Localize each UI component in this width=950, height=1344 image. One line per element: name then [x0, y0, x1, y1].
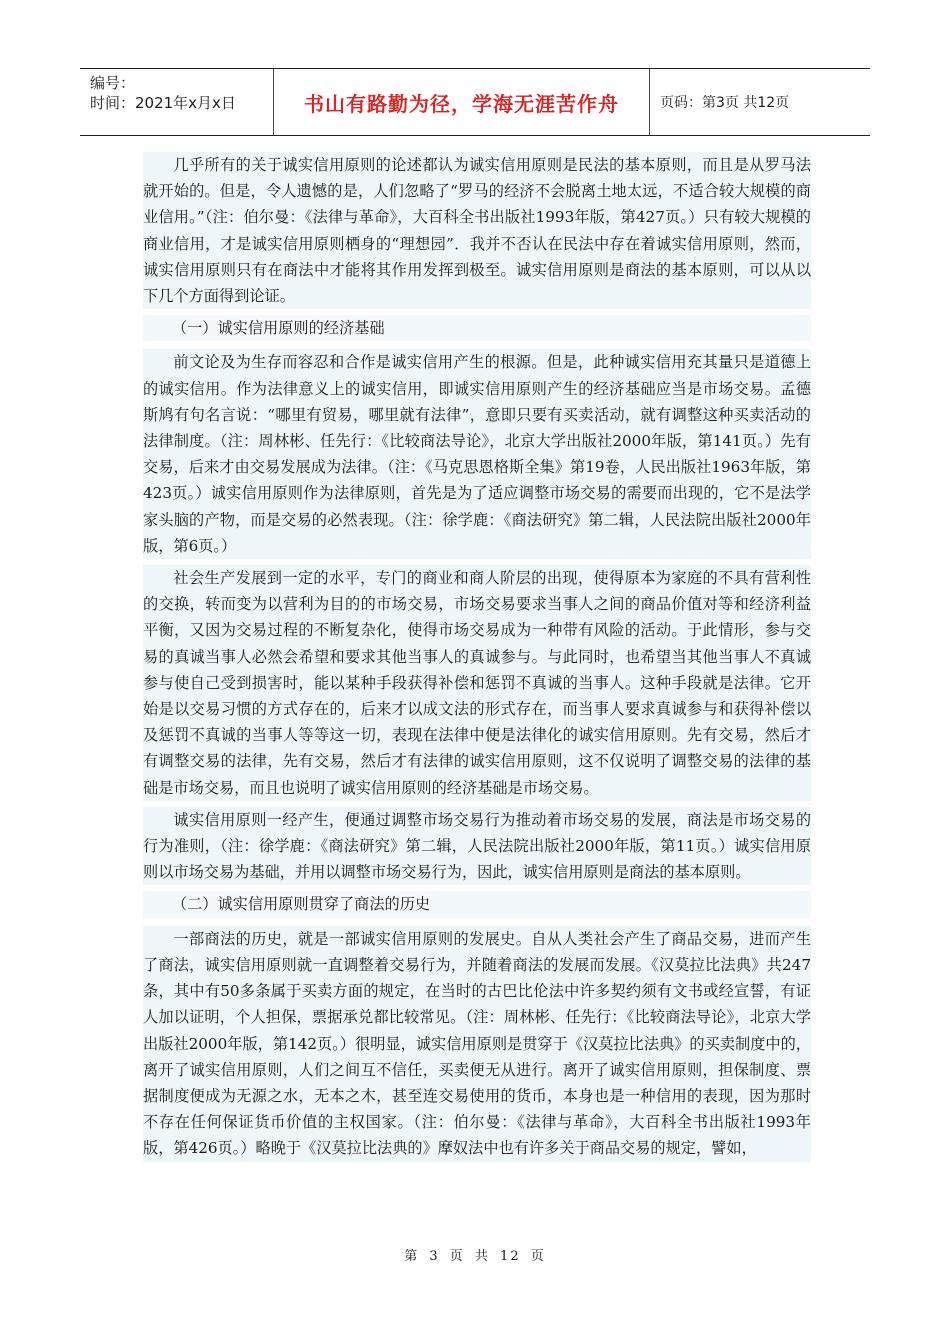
paragraph-3: 社会生产发展到一定的水平，专门的商业和商人阶层的出现，使得原本为家庭的不具有营利性的交换，转而变为以营利为目的的市场交易，市场交易要求当事人之间的商品价值对等和经济利益平衡，又因为交易过程的不断复杂化，使得市场交易成为一种带有风险的活动。于此情形，参与交易的真诚当事人必然会希望和要求其他当事人的真诚参与。与此同时，也希望当其他当事人不真诚参与使自己受到损害时，能以某种手段获得补偿和惩罚不真诚的当事人。这种手段就是法律。它开始是以交易习惯的方式存在的，后来才以成文法的形式存在，而当事人要求真诚参与和获得补偿以及惩罚不真诚的当事人等等这一切，表现在法律中便是法律化的诚实信用原则。先有交易，然后才有调整交易的法律，先有交易，然后才有法律的诚实信用原则，这不仅说明了调整交易的法律的基础是市场交易，而且也说明了诚实信用原则的经济基础是市场交易。 [143, 565, 811, 801]
number-label: 编号： [90, 74, 136, 92]
page-footer: 第 3 页 共 12 页 [404, 1249, 546, 1264]
document-body [143, 152, 811, 1168]
header-page-info: 页码：第3页 共12页 [660, 95, 790, 111]
header-meta [80, 69, 274, 135]
section-heading-1: （一）诚实信用原则的经济基础 [143, 315, 811, 341]
paragraph-1: 几乎所有的关于诚实信用原则的论述都认为诚实信用原则是民法的基本原则，而且是从罗马法就开始的。但是，令人遗憾的是，人们忽略了“罗马的经济不会脱离土地太远，不适合较大规模的商业信用。”（注：伯尔曼：《法律与革命》，大百科全书出版社1993年版，第427页。）只有较大规模的商业信用，才是诚实信用原则栖身的“理想园”．我并不否认在民法中存在着诚实信用原则，然而，诚实信用原则只有在商法中才能将其作用发挥到极至。诚实信用原则是商法的基本原则，可以从以下几个方面得到论证。 [143, 152, 811, 309]
paragraph-2: 前文论及为生存而容忍和合作是诚实信用产生的根源。但是，此种诚实信用充其量只是道德上的诚实信用。作为法律意义上的诚实信用，即诚实信用原则产生的经济基础应当是市场交易。孟德斯鸠有句名言说：“哪里有贸易，哪里就有法律”，意即只要有买卖活动，就有调整这种买卖活动的法律制度。（注：周林彬、任先行：《比较商法导论》，北京大学出版社2000年版，第141页。）先有交易，后来才由交易发展成为法律。（注：《马克思恩格斯全集》第19卷，人民出版社1963年版，第423页。）诚实信用原则作为法律原则，首先是为了适应调整市场交易的需要而出现的，它不是法学家头脑的产物，而是交易的必然表现。（注：徐学鹿：《商法研究》第二辑，人民法院出版社2000年版，第6页。） [143, 349, 811, 559]
paragraph-4: 诚实信用原则一经产生，便通过调整市场交易行为推动着市场交易的发展，商法是市场交易的行为准则，（注：徐学鹿：《商法研究》第二辑，人民法院出版社2000年版，第11页。）诚实信用原则以市场交易为基础，并用以调整市场交易行为，因此，诚实信用原则是商法的基本原则。 [143, 807, 811, 886]
header-motto: 书山有路勤为径，学海无涯苦作舟 [274, 69, 650, 135]
paragraph-5: 一部商法的历史，就是一部诚实信用原则的发展史。自从人类社会产生了商品交易，进而产生了商法，诚实信用原则就一直调整着交易行为，并随着商法的发展而发展。《汉莫拉比法典》共247条，其中有50多条属于买卖方面的规定，在当时的古巴比伦法中许多契约须有文书或经宣誓，有证人加以证明，个人担保，票据承兑都比较常见。（注：周林彬、任先行：《比较商法导论》，北京大学出版社2000年版，第142页。）很明显，诚实信用原则是贯穿于《汉莫拉比法典》的买卖制度中的，离开了诚实信用原则，人们之间互不信任，买卖便无从进行。离开了诚实信用原则，担保制度、票据制度便成为无源之水，无本之木，甚至连交易使用的货币，本身也是一种信用的表现，因为那时不存在任何保证货币价值的主权国家。（注：伯尔曼：《法律与革命》，大百科全书出版社1993年版，第426页。）略晚于《汉莫拉比法典的》摩奴法中也有许多关于商品交易的规定，譬如， [143, 926, 811, 1162]
section-heading-2: （二）诚实信用原则贯穿了商法的历史 [143, 891, 811, 917]
time-label: 时间：2021年x月x日 [90, 94, 236, 112]
page-header [80, 68, 870, 136]
